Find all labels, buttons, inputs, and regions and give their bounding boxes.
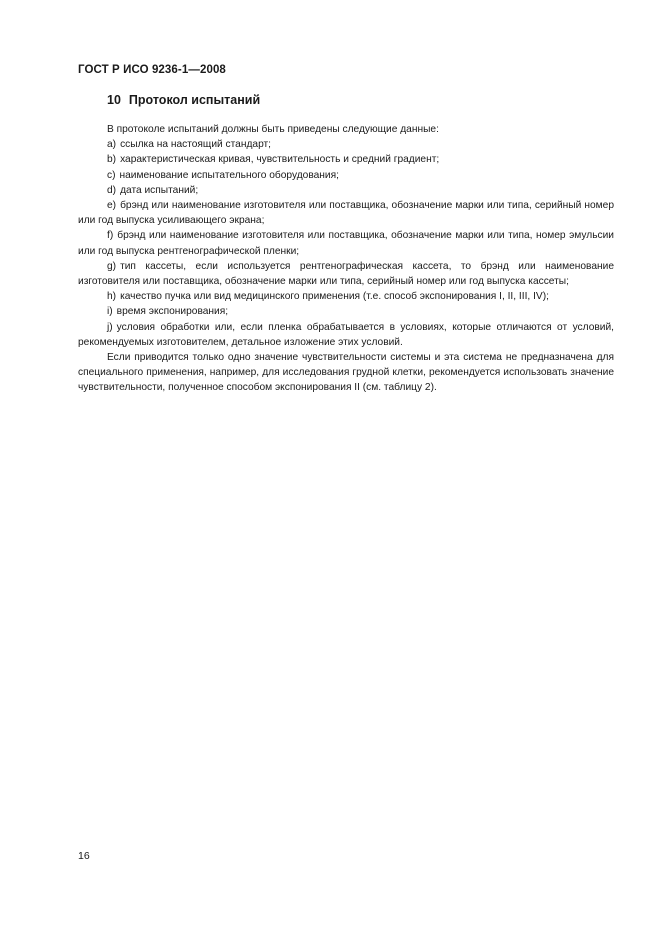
closing-paragraph: Если приводится только одно значение чувствительности системы и эта система не предназначена для специального применения, например, для исследования грудной клетки, рекомендуется использовать значение чувствительности, полученное способом экспонирования II (см. таблицу 2).	[78, 352, 614, 394]
list-item-j	[78, 320, 614, 350]
list-letter: c)	[107, 169, 116, 181]
list-letter: d)	[107, 184, 117, 196]
list-text: брэнд или наименование изготовителя или поставщика, обозначение марки или типа, номер эмульсии или год выпуска рентгенографической пленки;	[78, 230, 614, 257]
list-letter: e)	[107, 200, 117, 212]
list-item-g	[78, 259, 614, 289]
list-letter: a)	[107, 139, 117, 151]
list-text: характеристическая кривая, чувствительность и средний градиент;	[120, 154, 440, 166]
list-letter: b)	[107, 154, 117, 166]
list-text: ссылка на настоящий стандарт;	[120, 139, 272, 151]
list-letter: j)	[107, 321, 113, 333]
list-item-f	[78, 228, 614, 258]
list-item-i	[78, 304, 614, 319]
list-text: дата испытаний;	[120, 184, 199, 196]
list-letter: f)	[107, 230, 114, 242]
list-item-e	[78, 198, 614, 228]
list-item-d	[78, 183, 614, 198]
list-item-b	[78, 152, 614, 167]
page-number: 16	[78, 850, 90, 862]
list-text: наименование испытательного оборудования;	[119, 169, 339, 181]
section-title-text: Протокол испытаний	[128, 93, 261, 107]
section-number: 10	[107, 93, 121, 107]
list-text: тип кассеты, если используется рентгенографическая кассета, то брэнд или наименование изготовителя или поставщика, обозначение марки или типа, серийный номер или год выпуска кассеты;	[78, 260, 614, 288]
list-text: качество пучка или вид медицинского применения (т.е. способ экспонирования I, II, III, IV);	[120, 291, 549, 303]
list-item-c	[78, 168, 614, 183]
list-item-a	[78, 137, 614, 152]
intro-paragraph: В протоколе испытаний должны быть приведены следующие данные:	[107, 124, 439, 135]
section-heading	[107, 93, 260, 107]
list-item-h	[78, 289, 614, 304]
list-letter: g)	[107, 260, 117, 272]
list-text: условия обработки или, если пленка обрабатывается в условиях, которые отличаются от условий, рекомендуемых изготовителем, детальное изложение этих условий.	[78, 321, 614, 348]
standard-header: ГОСТ Р ИСО 9236-1—2008	[78, 64, 226, 76]
list-text: время экспонирования;	[116, 306, 229, 318]
list-text: брэнд или наименование изготовителя или поставщика, обозначение марки или типа, серийный номер или год выпуска усиливающего экрана;	[78, 200, 614, 227]
list-letter: i)	[107, 306, 113, 318]
list-letter: h)	[107, 291, 117, 303]
section-body	[78, 122, 614, 396]
